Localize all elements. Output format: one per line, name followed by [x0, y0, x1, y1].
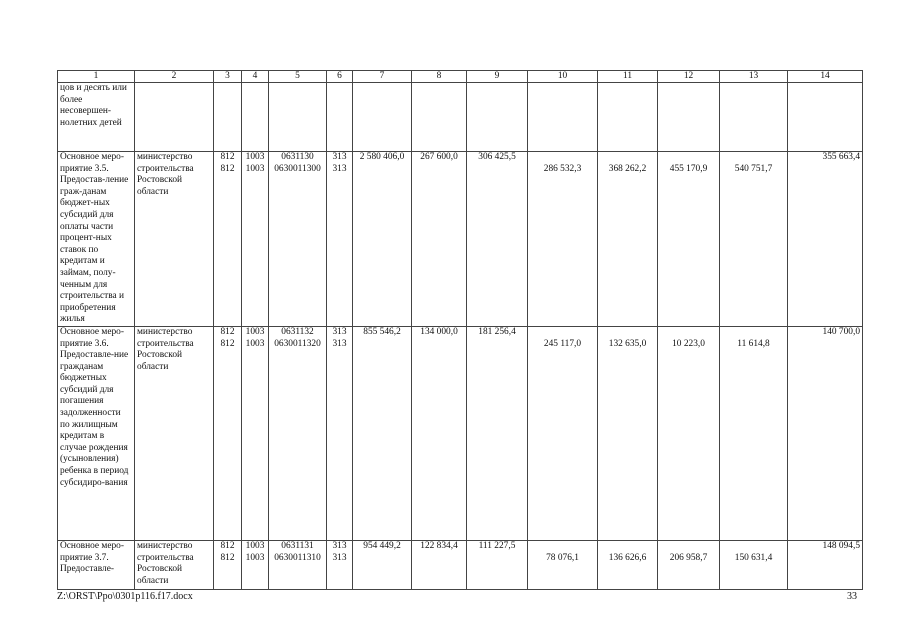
table-cell — [327, 83, 353, 152]
year-cell: 148 094,5 — [788, 540, 863, 589]
header-cell: 7 — [353, 71, 412, 83]
year-cell: 540 751,7 — [720, 152, 788, 327]
vr-cell: 313 313 — [327, 152, 353, 327]
header-cell: 6 — [327, 71, 353, 83]
year-cell: 11 614,8 — [720, 326, 788, 540]
table-row — [58, 152, 863, 327]
table-cell — [412, 83, 467, 152]
header-cell: 8 — [412, 71, 467, 83]
table-cell — [528, 83, 598, 152]
year-cell: 78 076,1 — [528, 540, 598, 589]
table-cell — [269, 83, 327, 152]
year-cell: 150 631,4 — [720, 540, 788, 589]
executor-cell: министерство строительства Ростовской области — [135, 540, 214, 589]
year-cell: 134 000,0 — [412, 326, 467, 540]
continuation-row — [58, 83, 863, 152]
header-cell: 12 — [658, 71, 720, 83]
table-cell — [788, 83, 863, 152]
table-cell — [598, 83, 658, 152]
year-cell: 306 425,5 — [467, 152, 528, 327]
header-cell: 10 — [528, 71, 598, 83]
page-number: 33 — [847, 591, 857, 602]
year-cell: 140 700,0 — [788, 326, 863, 540]
table-cell — [720, 83, 788, 152]
file-path: Z:\ORST\Ppo\0301p116.f17.docx — [57, 591, 193, 602]
total-cell: 855 546,2 — [353, 326, 412, 540]
table-row — [58, 540, 863, 589]
total-cell: 954 449,2 — [353, 540, 412, 589]
header-cell: 3 — [214, 71, 242, 83]
table-cell — [467, 83, 528, 152]
header-cell: 11 — [598, 71, 658, 83]
measure-name-cell: Основное меро-приятие 3.6. Предоставле-ние гражданам бюджетных субсидий для погашения задолженности по жилищным кредитам в случае рождения (усыновления) ребенка в период субсидиро-вания — [58, 326, 135, 540]
rzpr-cell: 1003 1003 — [242, 152, 269, 327]
vr-cell: 313 313 — [327, 540, 353, 589]
year-cell: 455 170,9 — [658, 152, 720, 327]
year-cell: 10 223,0 — [658, 326, 720, 540]
executor-cell: министерство строительства Ростовской области — [135, 152, 214, 327]
table-cell — [135, 83, 214, 152]
csr-cell: 0631132 0630011320 — [269, 326, 327, 540]
table-cell — [214, 83, 242, 152]
table-cell — [353, 83, 412, 152]
header-cell: 13 — [720, 71, 788, 83]
rzpr-cell: 1003 1003 — [242, 326, 269, 540]
measure-name-cell: Основное меро-приятие 3.7. Предоставле- — [58, 540, 135, 589]
table-cell — [242, 83, 269, 152]
table-cell — [658, 83, 720, 152]
grbs-cell: 812 812 — [214, 152, 242, 327]
year-cell: 206 958,7 — [658, 540, 720, 589]
year-cell: 286 532,3 — [528, 152, 598, 327]
year-cell: 355 663,4 — [788, 152, 863, 327]
year-cell: 132 635,0 — [598, 326, 658, 540]
grbs-cell: 812 812 — [214, 326, 242, 540]
year-cell: 245 117,0 — [528, 326, 598, 540]
year-cell: 368 262,2 — [598, 152, 658, 327]
column-number-row — [58, 71, 863, 83]
year-cell: 181 256,4 — [467, 326, 528, 540]
header-cell: 2 — [135, 71, 214, 83]
measure-name-cell: Основное меро-приятие 3.5. Предостав-ление граж-данам бюджет-ных субсидий для оплаты части процент-ных ставок по кредитам и займам, полу-ченным для строительства и приобретения жилья — [58, 152, 135, 327]
csr-cell: 0631130 0630011300 — [269, 152, 327, 327]
csr-cell: 0631131 0630011310 — [269, 540, 327, 589]
executor-cell: министерство строительства Ростовской области — [135, 326, 214, 540]
year-cell: 111 227,5 — [467, 540, 528, 589]
table-row — [58, 326, 863, 540]
grbs-cell: 812 812 — [214, 540, 242, 589]
rzpr-cell: 1003 1003 — [242, 540, 269, 589]
header-cell: 9 — [467, 71, 528, 83]
year-cell: 122 834,4 — [412, 540, 467, 589]
continued-name-cell: цов и десять или более несовершен-нолетних детей — [58, 83, 135, 152]
year-cell: 267 600,0 — [412, 152, 467, 327]
year-cell: 136 626,6 — [598, 540, 658, 589]
header-cell: 4 — [242, 71, 269, 83]
header-cell: 1 — [58, 71, 135, 83]
vr-cell: 313 313 — [327, 326, 353, 540]
header-cell: 14 — [788, 71, 863, 83]
budget-table — [57, 70, 863, 590]
total-cell: 2 580 406,0 — [353, 152, 412, 327]
header-cell: 5 — [269, 71, 327, 83]
